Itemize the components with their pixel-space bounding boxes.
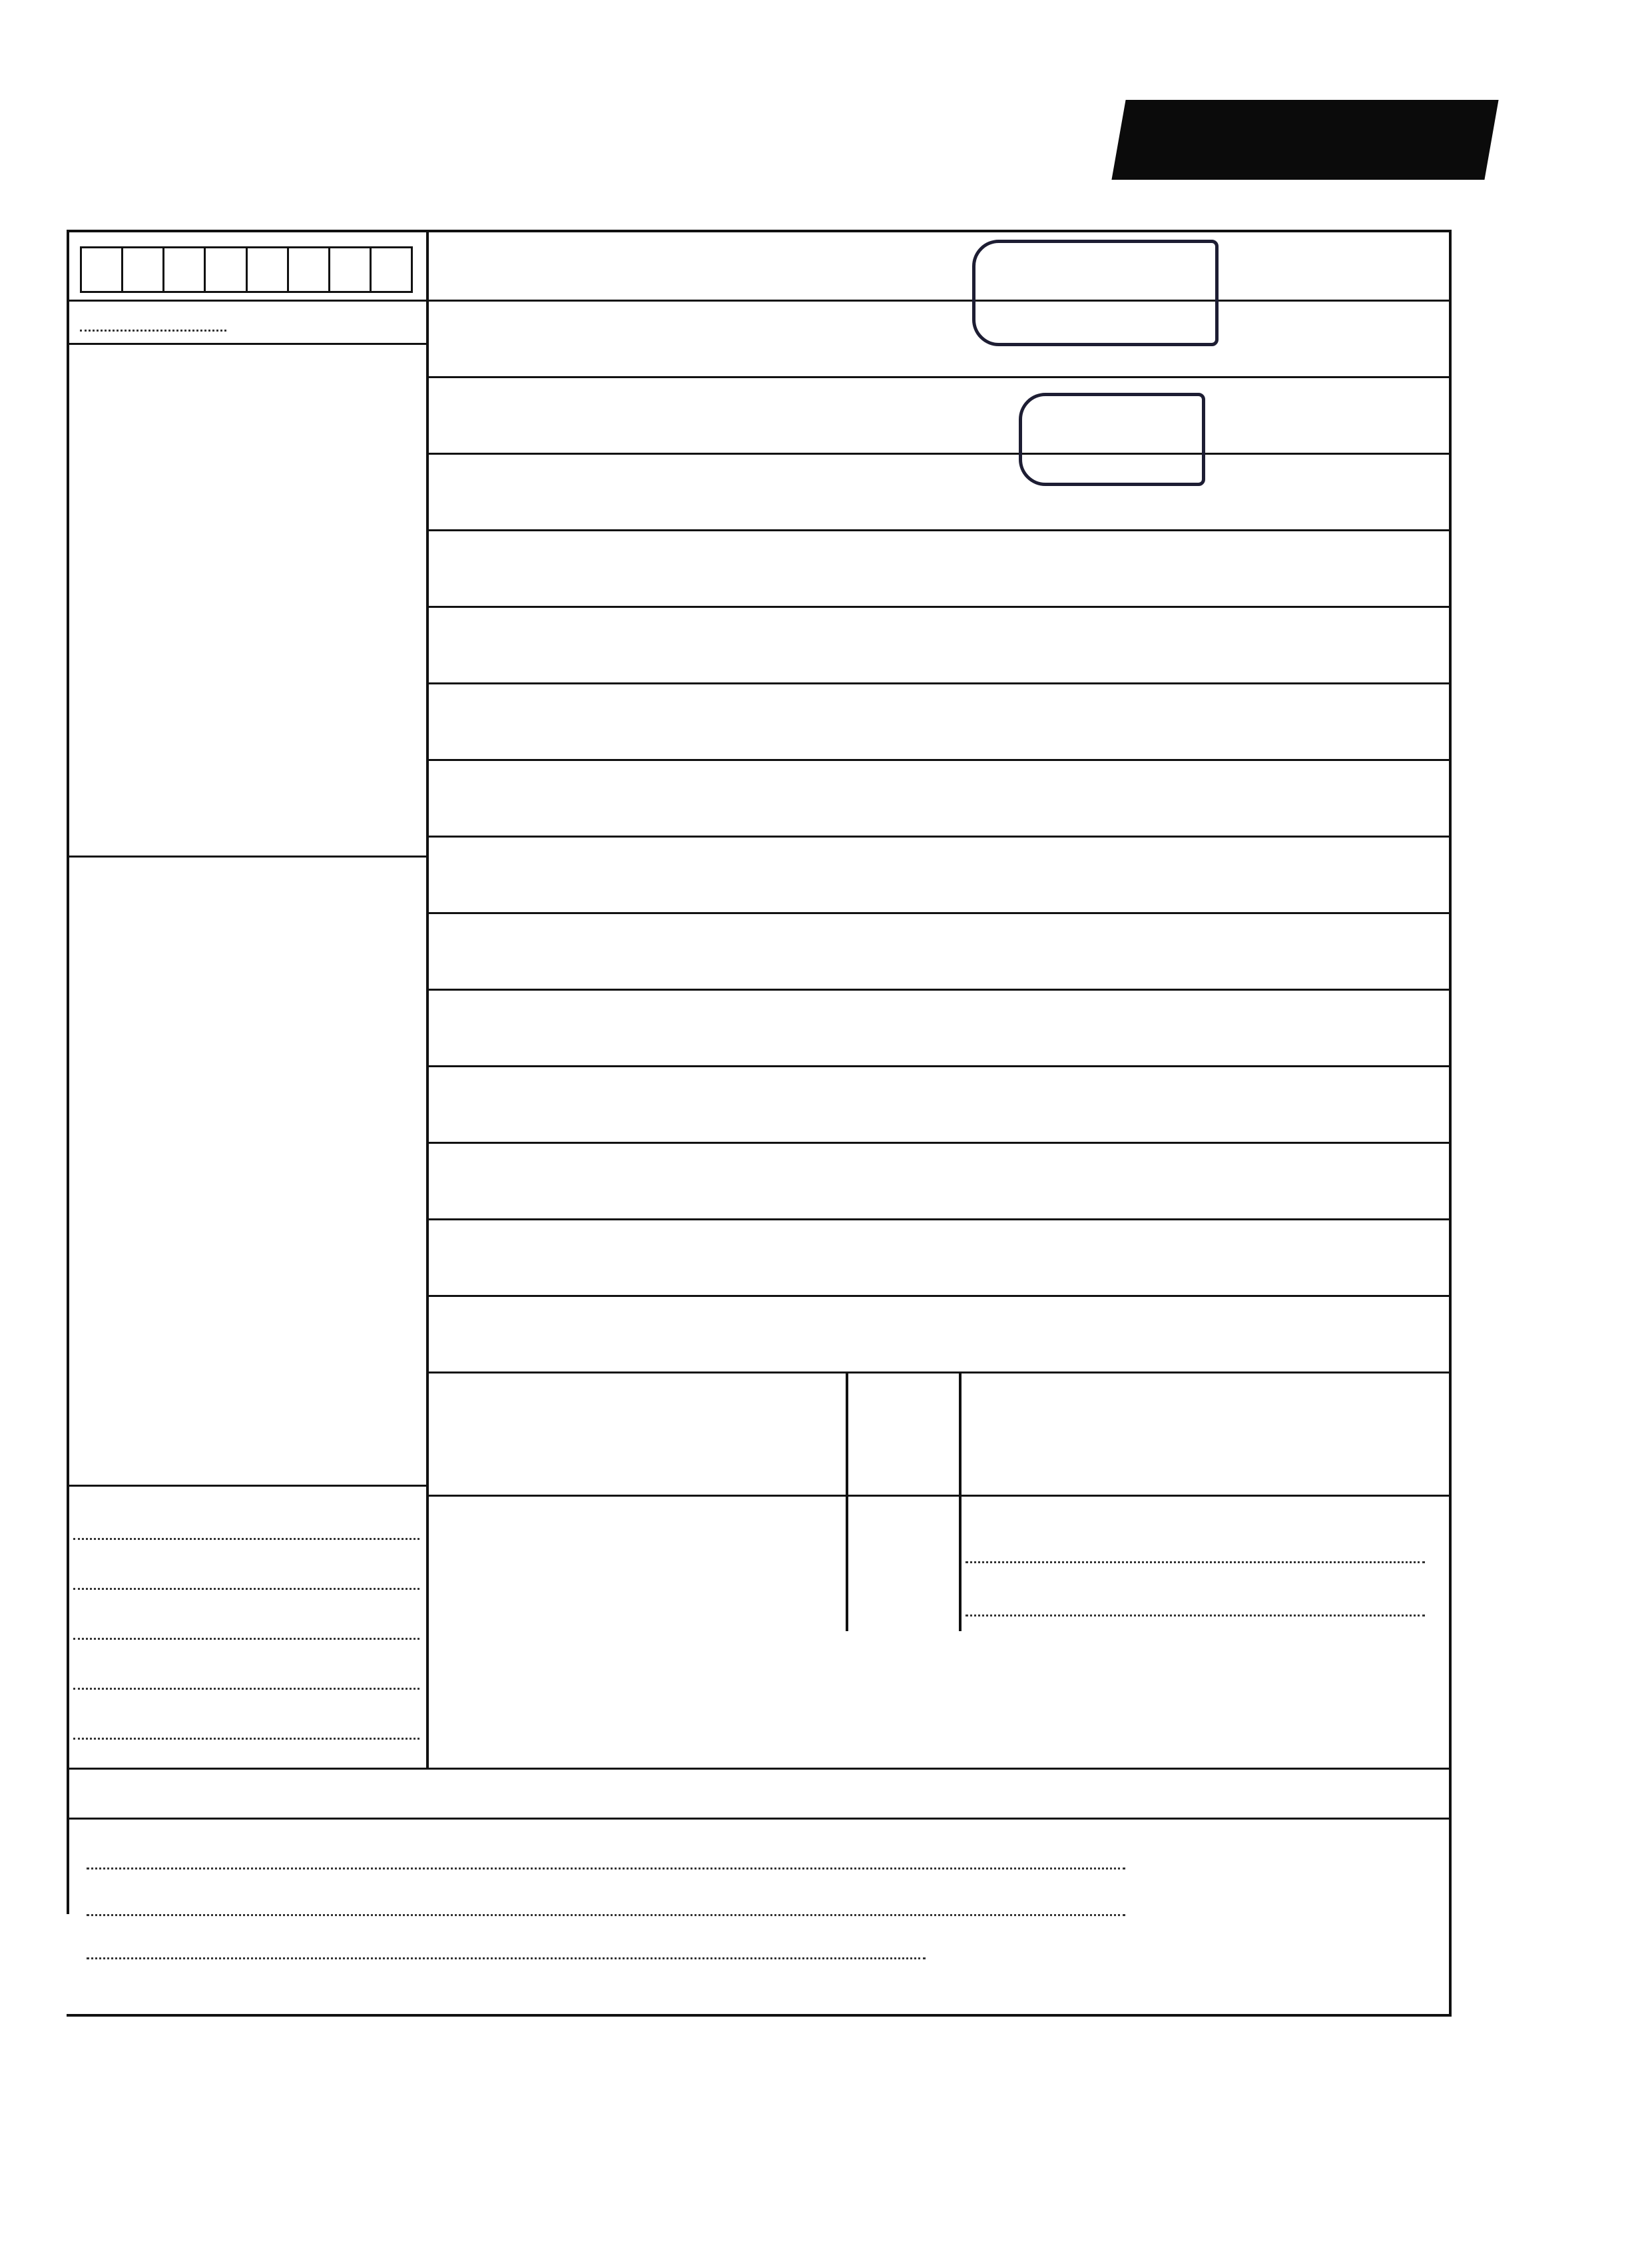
surname-hebrew-bracket [972, 240, 1219, 346]
registration-boxes [80, 246, 413, 293]
column-divider [426, 230, 429, 1768]
frame-top [67, 230, 1452, 232]
frame-left [67, 230, 69, 1914]
registration-field[interactable] [80, 330, 226, 332]
age-col-left [846, 1371, 848, 1631]
age-col-right [959, 1371, 962, 1631]
frame-right [1449, 230, 1452, 2014]
given-hebrew-bracket [1019, 393, 1205, 486]
yad-vashem-logo [1111, 100, 1498, 180]
frame-bottom [67, 2014, 1452, 2017]
